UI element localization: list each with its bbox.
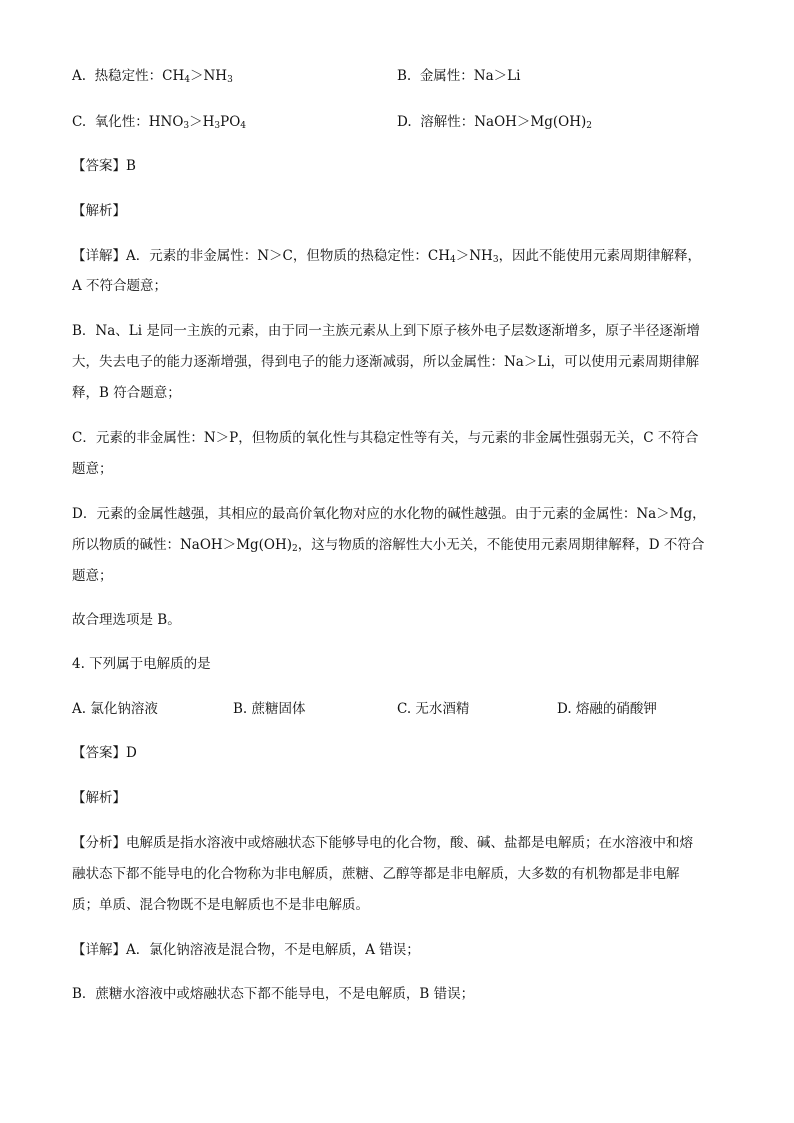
option-letter: C. <box>72 114 87 130</box>
q4-analysis-line2: 融状态下都不能导电的化合物称为非电解质，蔗糖、乙醇等都是非电解质，大多数的有机物都是非电解 <box>72 866 680 882</box>
q3-detail-b-line3: 释，B 符合题意； <box>72 385 181 401</box>
q4-option-d: D. 熔融的硝酸钾 <box>557 701 657 717</box>
q4-answer: 【答案】D <box>72 745 137 761</box>
option-letter: B. <box>397 68 412 84</box>
subscript: 3 <box>227 75 233 85</box>
option-text: 氧化性：HNO <box>94 114 184 130</box>
option-text: ＞H <box>189 114 215 130</box>
q3-detail-c-line2: 题意； <box>72 461 113 477</box>
subscript: 4 <box>240 121 247 131</box>
subscript: 3 <box>214 121 221 131</box>
option-letter: D. <box>397 114 412 130</box>
option-text: ＞NH <box>189 68 228 84</box>
subscript: 3 <box>492 255 499 265</box>
detail-text: ，因此不能使用元素周期律解释， <box>498 248 702 264</box>
option-text: PO <box>220 114 241 130</box>
q4-option-a: A. 氯化钠溶液 <box>72 701 158 717</box>
q3-option-b <box>397 66 520 86</box>
q4-option-b: B. 蔗糖固体 <box>233 701 306 717</box>
subscript: 4 <box>184 75 190 85</box>
q4-analysis-label: 【解析】 <box>72 790 126 806</box>
q4-option-c: C. 无水酒精 <box>397 701 470 717</box>
subscript: 3 <box>183 121 190 131</box>
q3-detail-d-line3: 题意； <box>72 568 113 584</box>
q3-option-d <box>397 112 592 132</box>
q4-analysis-line1: 【分析】电解质是指水溶液中或熔融状态下能够导电的化合物，酸、碱、盐都是电解质；在水溶液中和熔 <box>72 835 693 851</box>
q3-detail-a-line2: A 不符合题意； <box>72 278 168 294</box>
detail-text: ＞NH <box>455 248 493 264</box>
subscript: 2 <box>292 544 298 554</box>
subscript: 2 <box>586 121 593 131</box>
q3-option-c <box>72 112 246 132</box>
q3-detail-a-line1 <box>72 246 701 266</box>
q4-analysis-line3: 质；单质、混合物既不是电解质也不是非电解质。 <box>72 897 369 913</box>
option-text: 溶解性：NaOH＞Mg(OH) <box>420 114 587 130</box>
q3-option-a <box>72 66 233 86</box>
q4-stem: 4. 下列属于电解质的是 <box>72 656 211 672</box>
q3-conclusion: 故合理选项是 B。 <box>72 612 181 628</box>
q3-detail-b-line2: 大，失去电子的能力逐渐增强，得到电子的能力逐渐减弱，所以金属性：Na＞Li，可以使用元素周期律解 <box>72 354 700 370</box>
detail-text: 【详解】A．元素的非金属性：N＞C，但物质的热稳定性：CH <box>72 248 450 264</box>
option-text: 金属性：Na＞Li <box>419 68 521 84</box>
detail-text: ，这与物质的溶解性大小无关，不能使用元素周期律解释，D 不符合 <box>297 537 705 553</box>
q3-detail-d-line1: D．元素的金属性越强，其相应的最高价氧化物对应的水化物的碱性越强。由于元素的金属性：Na＞Mg， <box>72 506 706 522</box>
subscript: 4 <box>450 255 456 265</box>
q3-analysis-label: 【解析】 <box>72 203 126 219</box>
option-letter: A. <box>72 68 87 84</box>
detail-text: 所以物质的碱性：NaOH＞Mg(OH) <box>72 537 293 553</box>
option-text: 热稳定性：CH <box>94 68 185 84</box>
q3-detail-b-line1: B．Na、Li 是同一主族的元素，由于同一主族元素从上到下原子核外电子层数逐渐增多，原子半径逐渐增 <box>72 323 700 339</box>
q3-detail-d-line2 <box>72 535 704 555</box>
q3-answer: 【答案】B <box>72 158 136 174</box>
q4-detail-b: B．蔗糖水溶液中或熔融状态下都不能导电，不是电解质，B 错误； <box>72 986 475 1002</box>
q3-detail-c-line1: C．元素的非金属性：N＞P，但物质的氧化性与其稳定性等有关，与元素的非金属性强弱无关，C 不符合 <box>72 430 699 446</box>
q4-detail-a: 【详解】A．氯化钠溶液是混合物，不是电解质，A 错误； <box>72 942 420 958</box>
